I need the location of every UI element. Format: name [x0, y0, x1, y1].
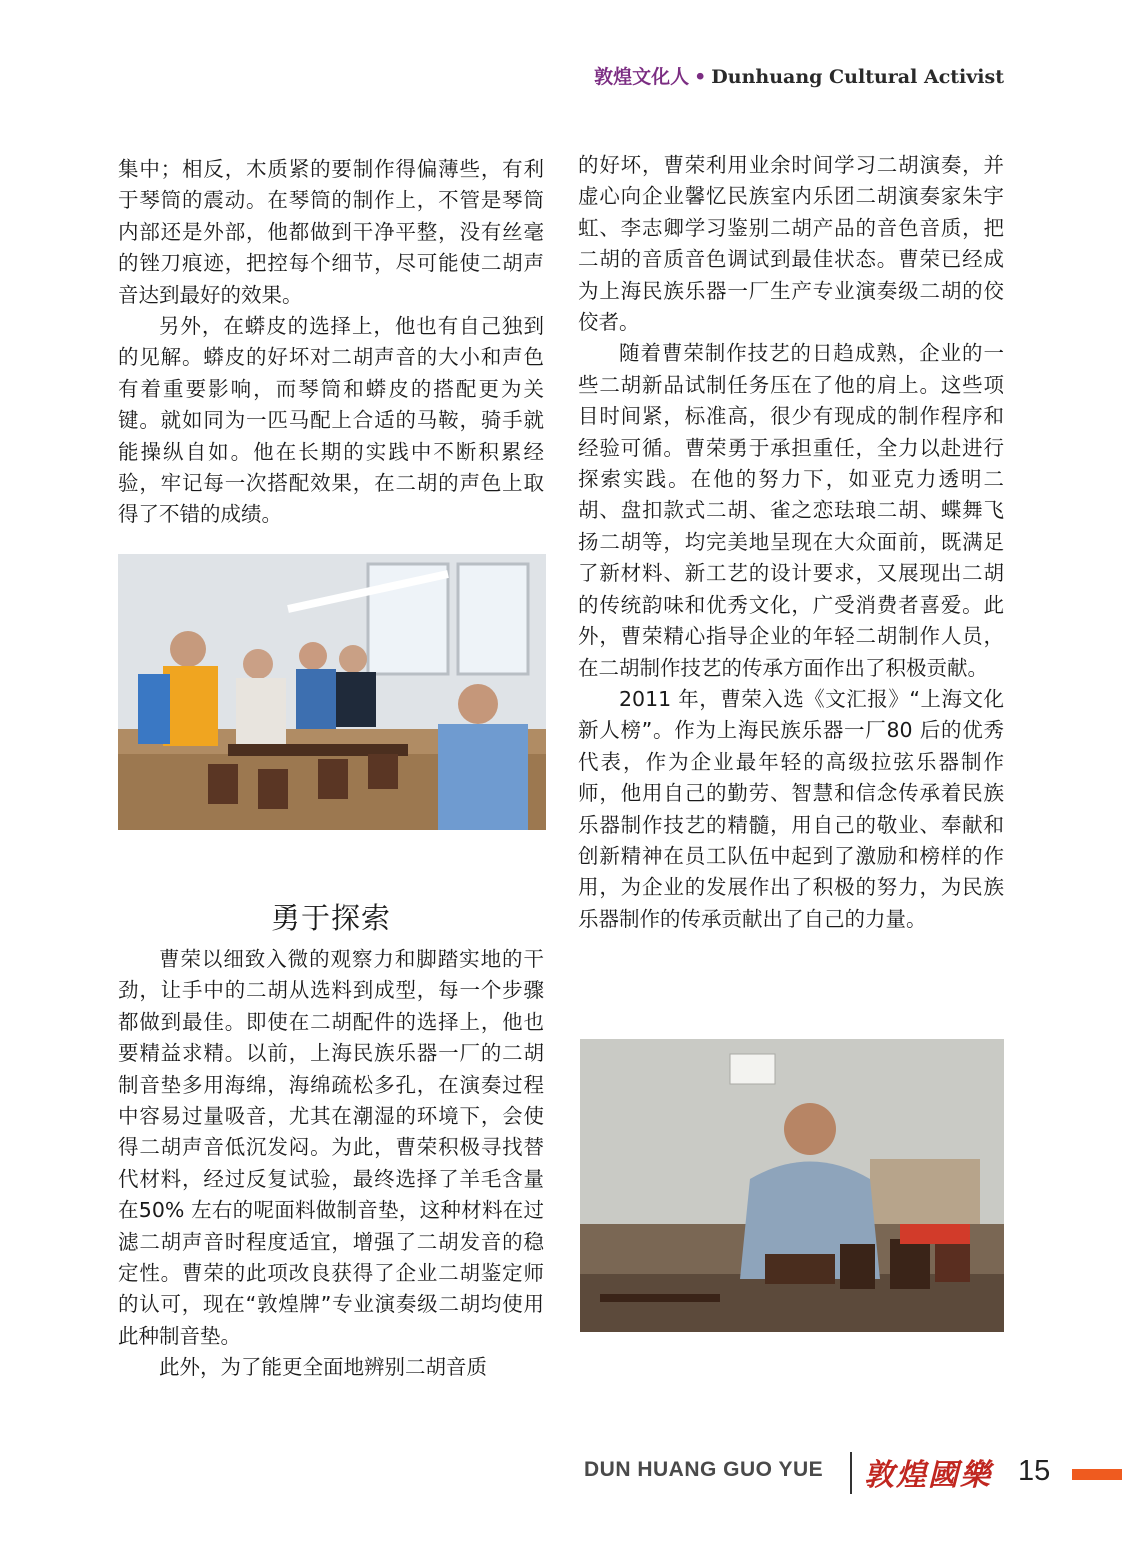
footer-divider	[850, 1452, 852, 1494]
right-column-text	[578, 150, 1004, 935]
workshop-visitors-illustration	[118, 554, 546, 830]
footer-logo: 敦煌國樂	[864, 1458, 992, 1493]
workshop-visitors-photo	[118, 554, 546, 830]
paragraph: 集中；相反，木质紧的要制作得偏薄些，有利于琴筒的震动。在琴筒的制作上，不管是琴筒内部还是外部，他都做到干净平整，没有丝毫的锉刀痕迹，把控每个细节，尽可能使二胡声音达到最好的效果。	[118, 157, 544, 307]
header-english-title: Dunhuang Cultural Activist	[711, 66, 1004, 88]
paragraph: 2011 年，曹荣入选《文汇报》“上海文化新人榜”。作为上海民族乐器一厂80 后的优秀代表，作为企业最年轻的高级拉弦乐器制作师，他用自己的勤劳、智慧和信念传承着民族乐器制作技艺的精髓，用自己的敬业、奉献和创新精神在员工队伍中起到了激励和榜样的作用，为企业的发展作出了积极的努力，为民族乐器制作的传承贡献出了自己的力量。	[578, 686, 1004, 931]
craftsman-at-work-photo	[580, 1039, 1004, 1332]
paragraph: 此外，为了能更全面地辨别二胡音质	[159, 1355, 487, 1380]
paragraph: 另外，在蟒皮的选择上，他也有自己独到的见解。蟒皮的好坏对二胡声音的大小和声色有着重要影响，而琴筒和蟒皮的搭配更为关键。就如同为一匹马配上合适的马鞍，骑手就能操纵自如。他在长期的实践中不断积累经验，牢记每一次搭配效果，在二胡的声色上取得了不错的成绩。	[118, 314, 544, 527]
craftsman-illustration	[580, 1039, 1004, 1332]
running-header	[594, 62, 1004, 89]
header-chinese-title: 敦煌文化人	[594, 66, 690, 88]
header-separator: •	[694, 66, 707, 88]
page-number: 15	[1018, 1455, 1051, 1487]
left-column-top-text	[118, 154, 544, 531]
footer-brand-text: DUN HUANG GUO YUE	[584, 1458, 824, 1481]
section-title: 勇于探索	[270, 901, 391, 935]
paragraph: 随着曹荣制作技艺的日趋成熟，企业的一些二胡新品试制任务压在了他的肩上。这些项目时间紧，标准高，很少有现成的制作程序和经验可循。曹荣勇于承担重任，全力以赴进行探索实践。在他的努力下，如亚克力透明二胡、盘扣款式二胡、雀之恋珐琅二胡、蝶舞飞扬二胡等，均完美地呈现在大众面前，既满足了新材料、新工艺的设计要求，又展现出二胡的传统韵味和优秀文化，广受消费者喜爱。此外，曹荣精心指导企业的年轻二胡制作人员，在二胡制作技艺的传承方面作出了积极贡献。	[578, 341, 1004, 680]
left-column-bottom-text	[118, 944, 544, 1384]
footer-accent-bar	[1072, 1469, 1122, 1480]
paragraph: 的好坏，曹荣利用业余时间学习二胡演奏，并虚心向企业馨忆民族室内乐团二胡演奏家朱宇虹、李志卿学习鉴别二胡产品的音色音质，把二胡的音质音色调试到最佳状态。曹荣已经成为上海民族乐器一厂生产专业演奏级二胡的佼佼者。	[578, 153, 1004, 335]
paragraph: 曹荣以细致入微的观察力和脚踏实地的干劲，让手中的二胡从选料到成型，每一个步骤都做到最佳。即使在二胡配件的选择上，他也要精益求精。以前，上海民族乐器一厂的二胡制音垫多用海绵，海绵疏松多孔，在演奏过程中容易过量吸音，尤其在潮湿的环境下，会使得二胡声音低沉发闷。为此，曹荣积极寻找替代材料，经过反复试验，最终选择了羊毛含量在50% 左右的呢面料做制音垫，这种材料在过滤二胡声音时程度适宜，增强了二胡发音的稳定性。曹荣的此项改良获得了企业二胡鉴定师的认可，现在“敦煌牌”专业演奏级二胡均使用此种制音垫。	[118, 947, 544, 1348]
